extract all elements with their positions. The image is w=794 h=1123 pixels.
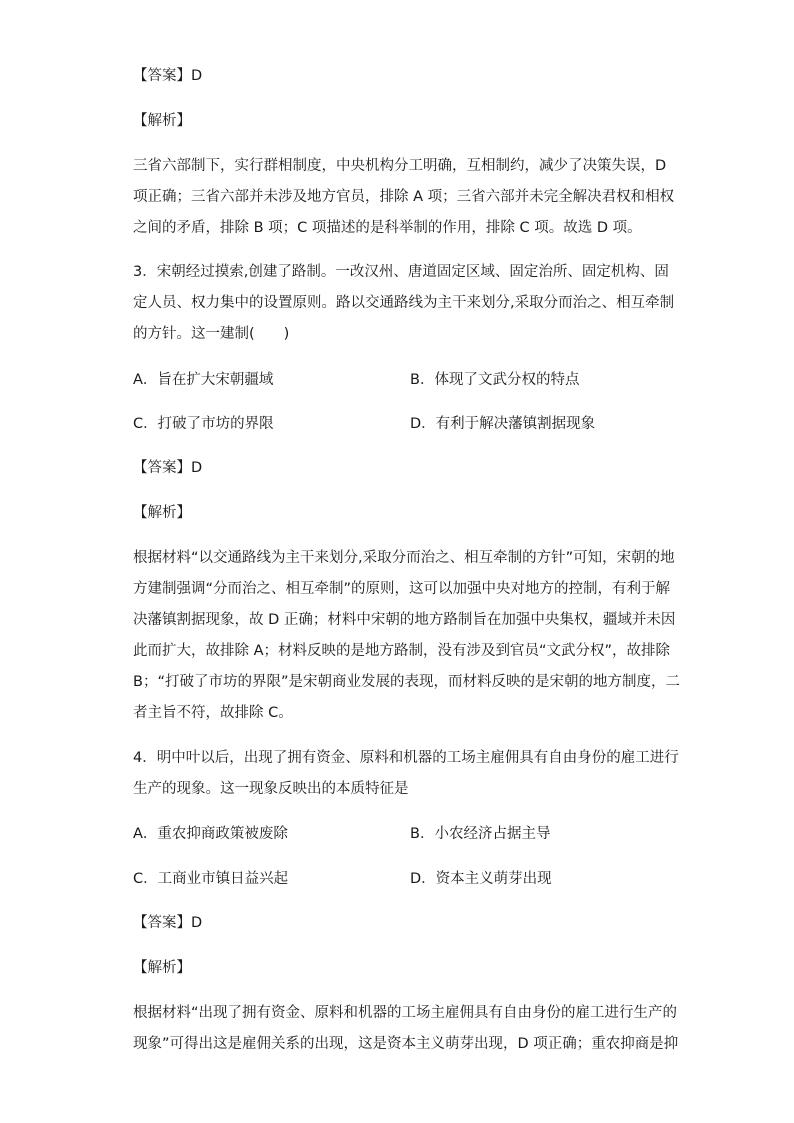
q4-option-a: A．重农抑商政策被废除 — [133, 826, 288, 842]
q3-analysis-line-3: 决藩镇割据现象，故 D 正确；材料中宋朝的地方路制旨在加强中央集权，疆域并未因 — [133, 612, 676, 628]
q4-answer: 【答案】D — [133, 915, 203, 931]
q4-option-c: C．工商业市镇日益兴起 — [133, 871, 289, 887]
q3-option-a: A．旨在扩大宋朝疆域 — [133, 372, 274, 388]
q4-analysis-line-2: 现象”可得出这是雇佣关系的出现，这是资本主义萌芽出现，D 项正确；重农抑商是抑 — [133, 1036, 679, 1052]
q2-analysis-label: 【解析】 — [133, 113, 191, 129]
q4-option-b: B．小农经济占据主导 — [410, 826, 551, 842]
q2-analysis-line-3: 之间的矛盾，排除 B 项；C 项描述的是科举制的作用，排除 C 项。故选 D 项。 — [133, 220, 642, 236]
q3-analysis-line-1: 根据材料“以交通路线为主干来划分,采取分而治之、相互牵制的方针”可知，宋朝的地 — [133, 550, 675, 566]
q3-analysis-label: 【解析】 — [133, 505, 191, 521]
q4-analysis-line-1: 根据材料“出现了拥有资金、原料和机器的工场主雇佣具有自由身份的雇工进行生产的 — [133, 1005, 678, 1021]
q4-option-d: D．资本主义萌芽出现 — [410, 871, 552, 887]
q3-stem-line-1: 3．宋朝经过摸索,创建了路制。一改汉州、唐道固定区域、固定治所、固定机构、固 — [133, 264, 669, 280]
q2-analysis-line-2: 项正确；三省六部并未涉及地方官员，排除 A 项；三省六部并未完全解决君权和相权 — [133, 189, 675, 205]
q3-option-d: D．有利于解决藩镇割据现象 — [410, 416, 596, 432]
q3-answer: 【答案】D — [133, 460, 203, 476]
q3-analysis-line-6: 者主旨不符，故排除 C。 — [133, 705, 293, 721]
q3-option-c: C．打破了市坊的界限 — [133, 416, 274, 432]
q3-stem-line-2: 定人员、权力集中的设置原则。路以交通路线为主干来划分,采取分而治之、相互牵制 — [133, 295, 675, 311]
q3-analysis-line-5: B；“打破了市坊的界限”是宋朝商业发展的表现，而材料反映的是宋朝的地方制度，二 — [133, 674, 680, 690]
q2-answer: 【答案】D — [133, 68, 203, 84]
q3-analysis-line-4: 此而扩大，故排除 A；材料反映的是地方路制，没有涉及到官员“文武分权”，故排除 — [133, 643, 671, 659]
q3-analysis-line-2: 方建制强调“分而治之、相互牵制”的原则，这可以加强中央对地方的控制，有利于解 — [133, 581, 671, 597]
q4-analysis-label: 【解析】 — [133, 960, 191, 976]
q2-analysis-line-1: 三省六部制下，实行群相制度，中央机构分工明确，互相制约，减少了决策失误，D — [133, 158, 667, 174]
q4-stem-line-2: 生产的现象。这一现象反映出的本质特征是 — [133, 781, 409, 797]
q3-stem-line-3: 的方针。这一建制( ) — [133, 326, 290, 342]
q3-option-b: B．体现了文武分权的特点 — [410, 372, 580, 388]
q4-stem-line-1: 4．明中叶以后，出现了拥有资金、原料和机器的工场主雇佣具有自由身份的雇工进行 — [133, 750, 679, 766]
